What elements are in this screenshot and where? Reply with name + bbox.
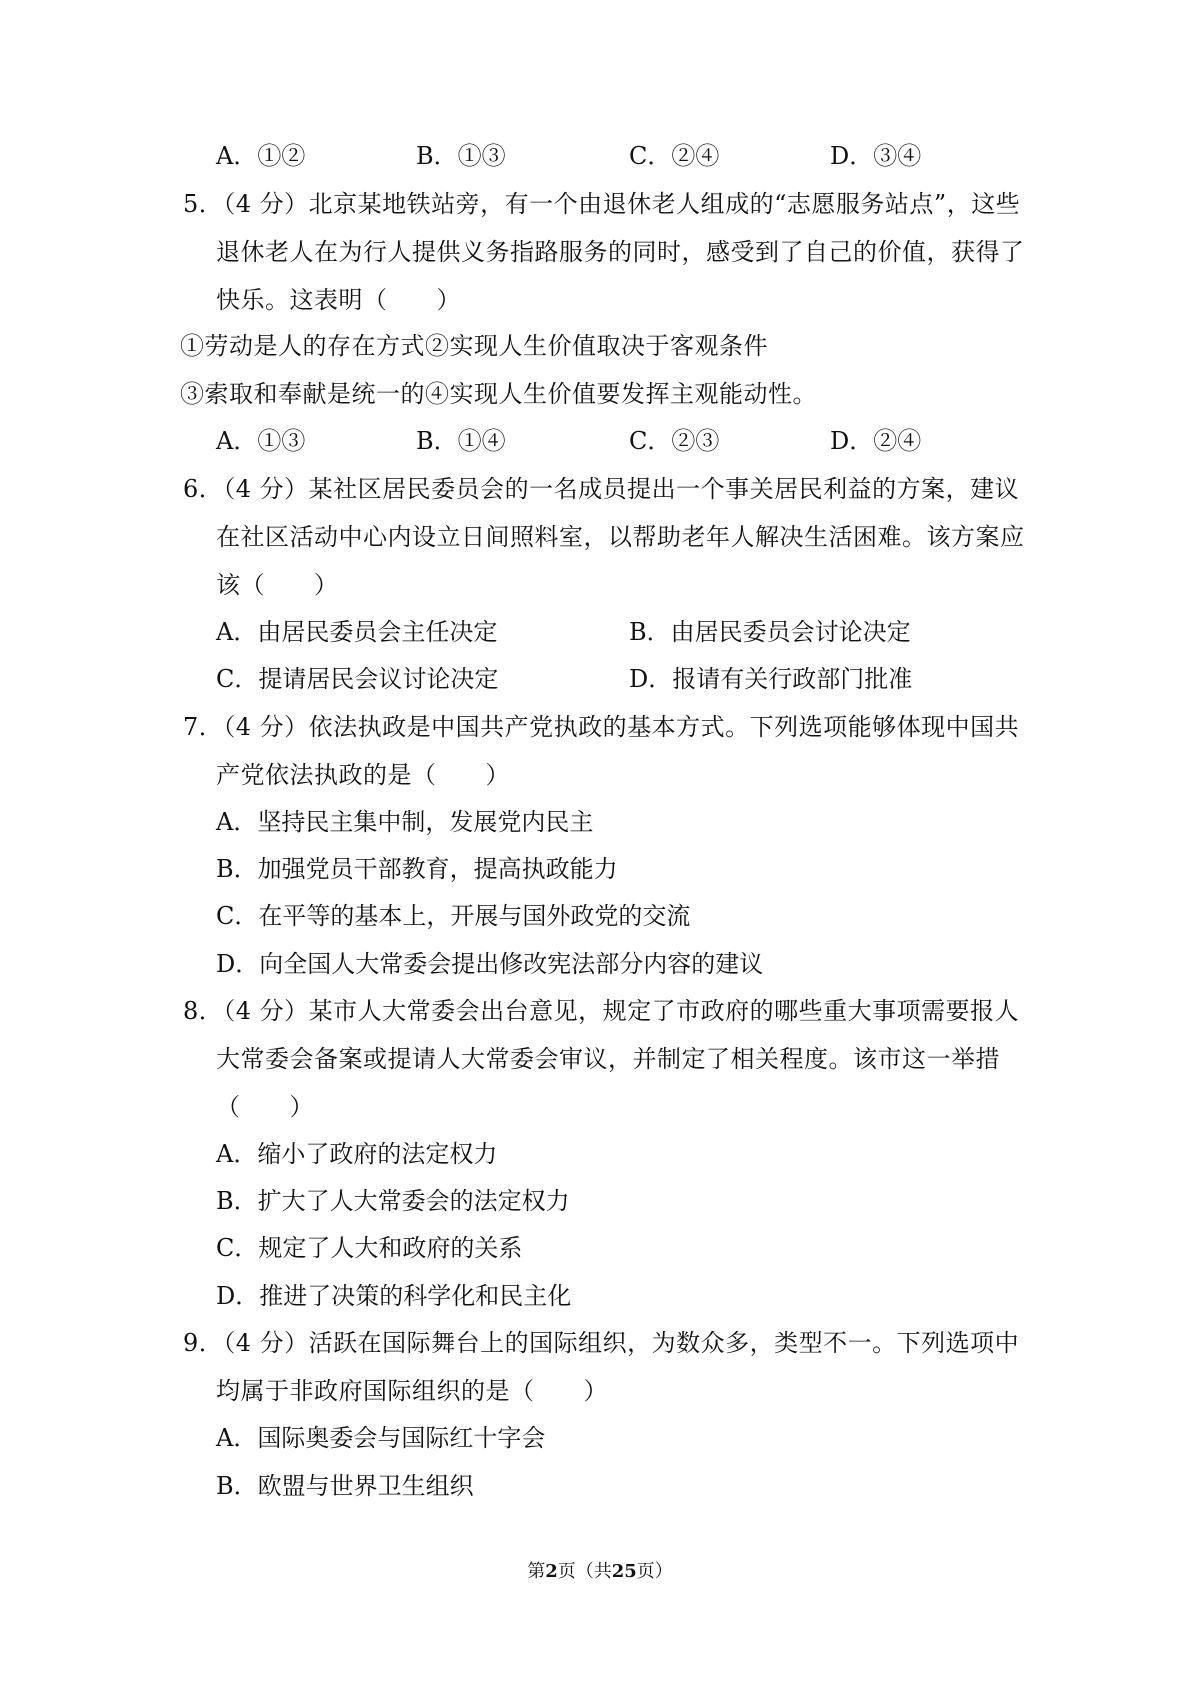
q7-option-a: A．坚持民主集中制，发展党内民主 [216, 808, 594, 836]
footer-total-pages: 25 [611, 1561, 637, 1582]
q9-stem-line-2: 均属于非政府国际组织的是（ ） [216, 1377, 608, 1405]
q6-option-a: A．由居民委员会主任决定 [216, 618, 498, 646]
q8-option-c: C．规定了人大和政府的关系 [216, 1234, 523, 1262]
footer-prefix: 第 [527, 1561, 546, 1582]
q7-option-b: B．加强党员干部教育，提高执政能力 [216, 855, 618, 883]
q4-option-a: A．①② [216, 142, 306, 170]
q5-stem-line-1: 5．（4 分）北京某地铁站旁，有一个由退休老人组成的“志愿服务站点”，这些 [183, 190, 1021, 218]
q8-option-a: A．缩小了政府的法定权力 [216, 1140, 498, 1168]
q6-stem-line-2: 在社区活动中心内设立日间照料室，以帮助老年人解决生活困难。该方案应 [216, 523, 1025, 551]
q5-statement-1: ①劳动是人的存在方式②实现人生价值取决于客观条件 [180, 332, 768, 360]
footer-suffix: 页） [636, 1561, 673, 1582]
q9-option-a: A．国际奥委会与国际红十字会 [216, 1424, 546, 1452]
q5-option-c: C．②③ [629, 427, 720, 455]
q6-stem-line-1: 6．（4 分）某社区居民委员会的一名成员提出一个事关居民利益的方案，建议 [183, 475, 1020, 503]
page-footer [0, 1560, 1200, 1584]
q4-option-d: D．③④ [830, 142, 922, 170]
q5-statement-2: ③索取和奉献是统一的④实现人生价值要发挥主观能动性。 [180, 380, 817, 408]
q6-option-b: B．由居民委员会讨论决定 [629, 618, 911, 646]
q6-option-d: D．报请有关行政部门批准 [629, 665, 913, 693]
q5-option-b: B．①④ [416, 427, 506, 455]
footer-mid: 页（共 [557, 1561, 612, 1582]
q7-option-d: D．向全国人大常委会提出修改宪法部分内容的建议 [216, 950, 764, 978]
q5-option-a: A．①③ [216, 427, 306, 455]
q8-stem-line-2: 大常委会备案或提请人大常委会审议，并制定了相关程度。该市这一举措 [216, 1045, 1000, 1073]
q7-option-c: C．在平等的基本上，开展与国外政党的交流 [216, 902, 691, 930]
q4-option-c: C．②④ [629, 142, 720, 170]
q9-option-b: B．欧盟与世界卫生组织 [216, 1472, 474, 1500]
q9-stem-line-1: 9．（4 分）活跃在国际舞台上的国际组织，为数众多，类型不一。下列选项中 [183, 1329, 1020, 1357]
q8-option-d: D．推进了决策的科学化和民主化 [216, 1282, 572, 1310]
q4-option-b: B．①③ [416, 142, 506, 170]
q5-option-d: D．②④ [830, 427, 922, 455]
q5-stem-line-2: 退休老人在为行人提供义务指路服务的同时，感受到了自己的价值，获得了 [216, 238, 1025, 266]
q7-stem-line-1: 7．（4 分）依法执政是中国共产党执政的基本方式。下列选项能够体现中国共 [183, 713, 1020, 741]
q6-stem-line-3: 该（ ） [216, 571, 339, 599]
q8-stem-line-1: 8．（4 分）某市人大常委会出台意见，规定了市政府的哪些重大事项需要报人 [183, 997, 1020, 1025]
q5-stem-line-3: 快乐。这表明（ ） [216, 286, 461, 314]
q8-stem-line-3: （ ） [216, 1093, 314, 1121]
footer-page-number: 2 [545, 1561, 558, 1582]
q7-stem-line-2: 产党依法执政的是（ ） [216, 761, 510, 789]
q8-option-b: B．扩大了人大常委会的法定权力 [216, 1187, 570, 1215]
q6-option-c: C．提请居民会议讨论决定 [216, 665, 499, 693]
